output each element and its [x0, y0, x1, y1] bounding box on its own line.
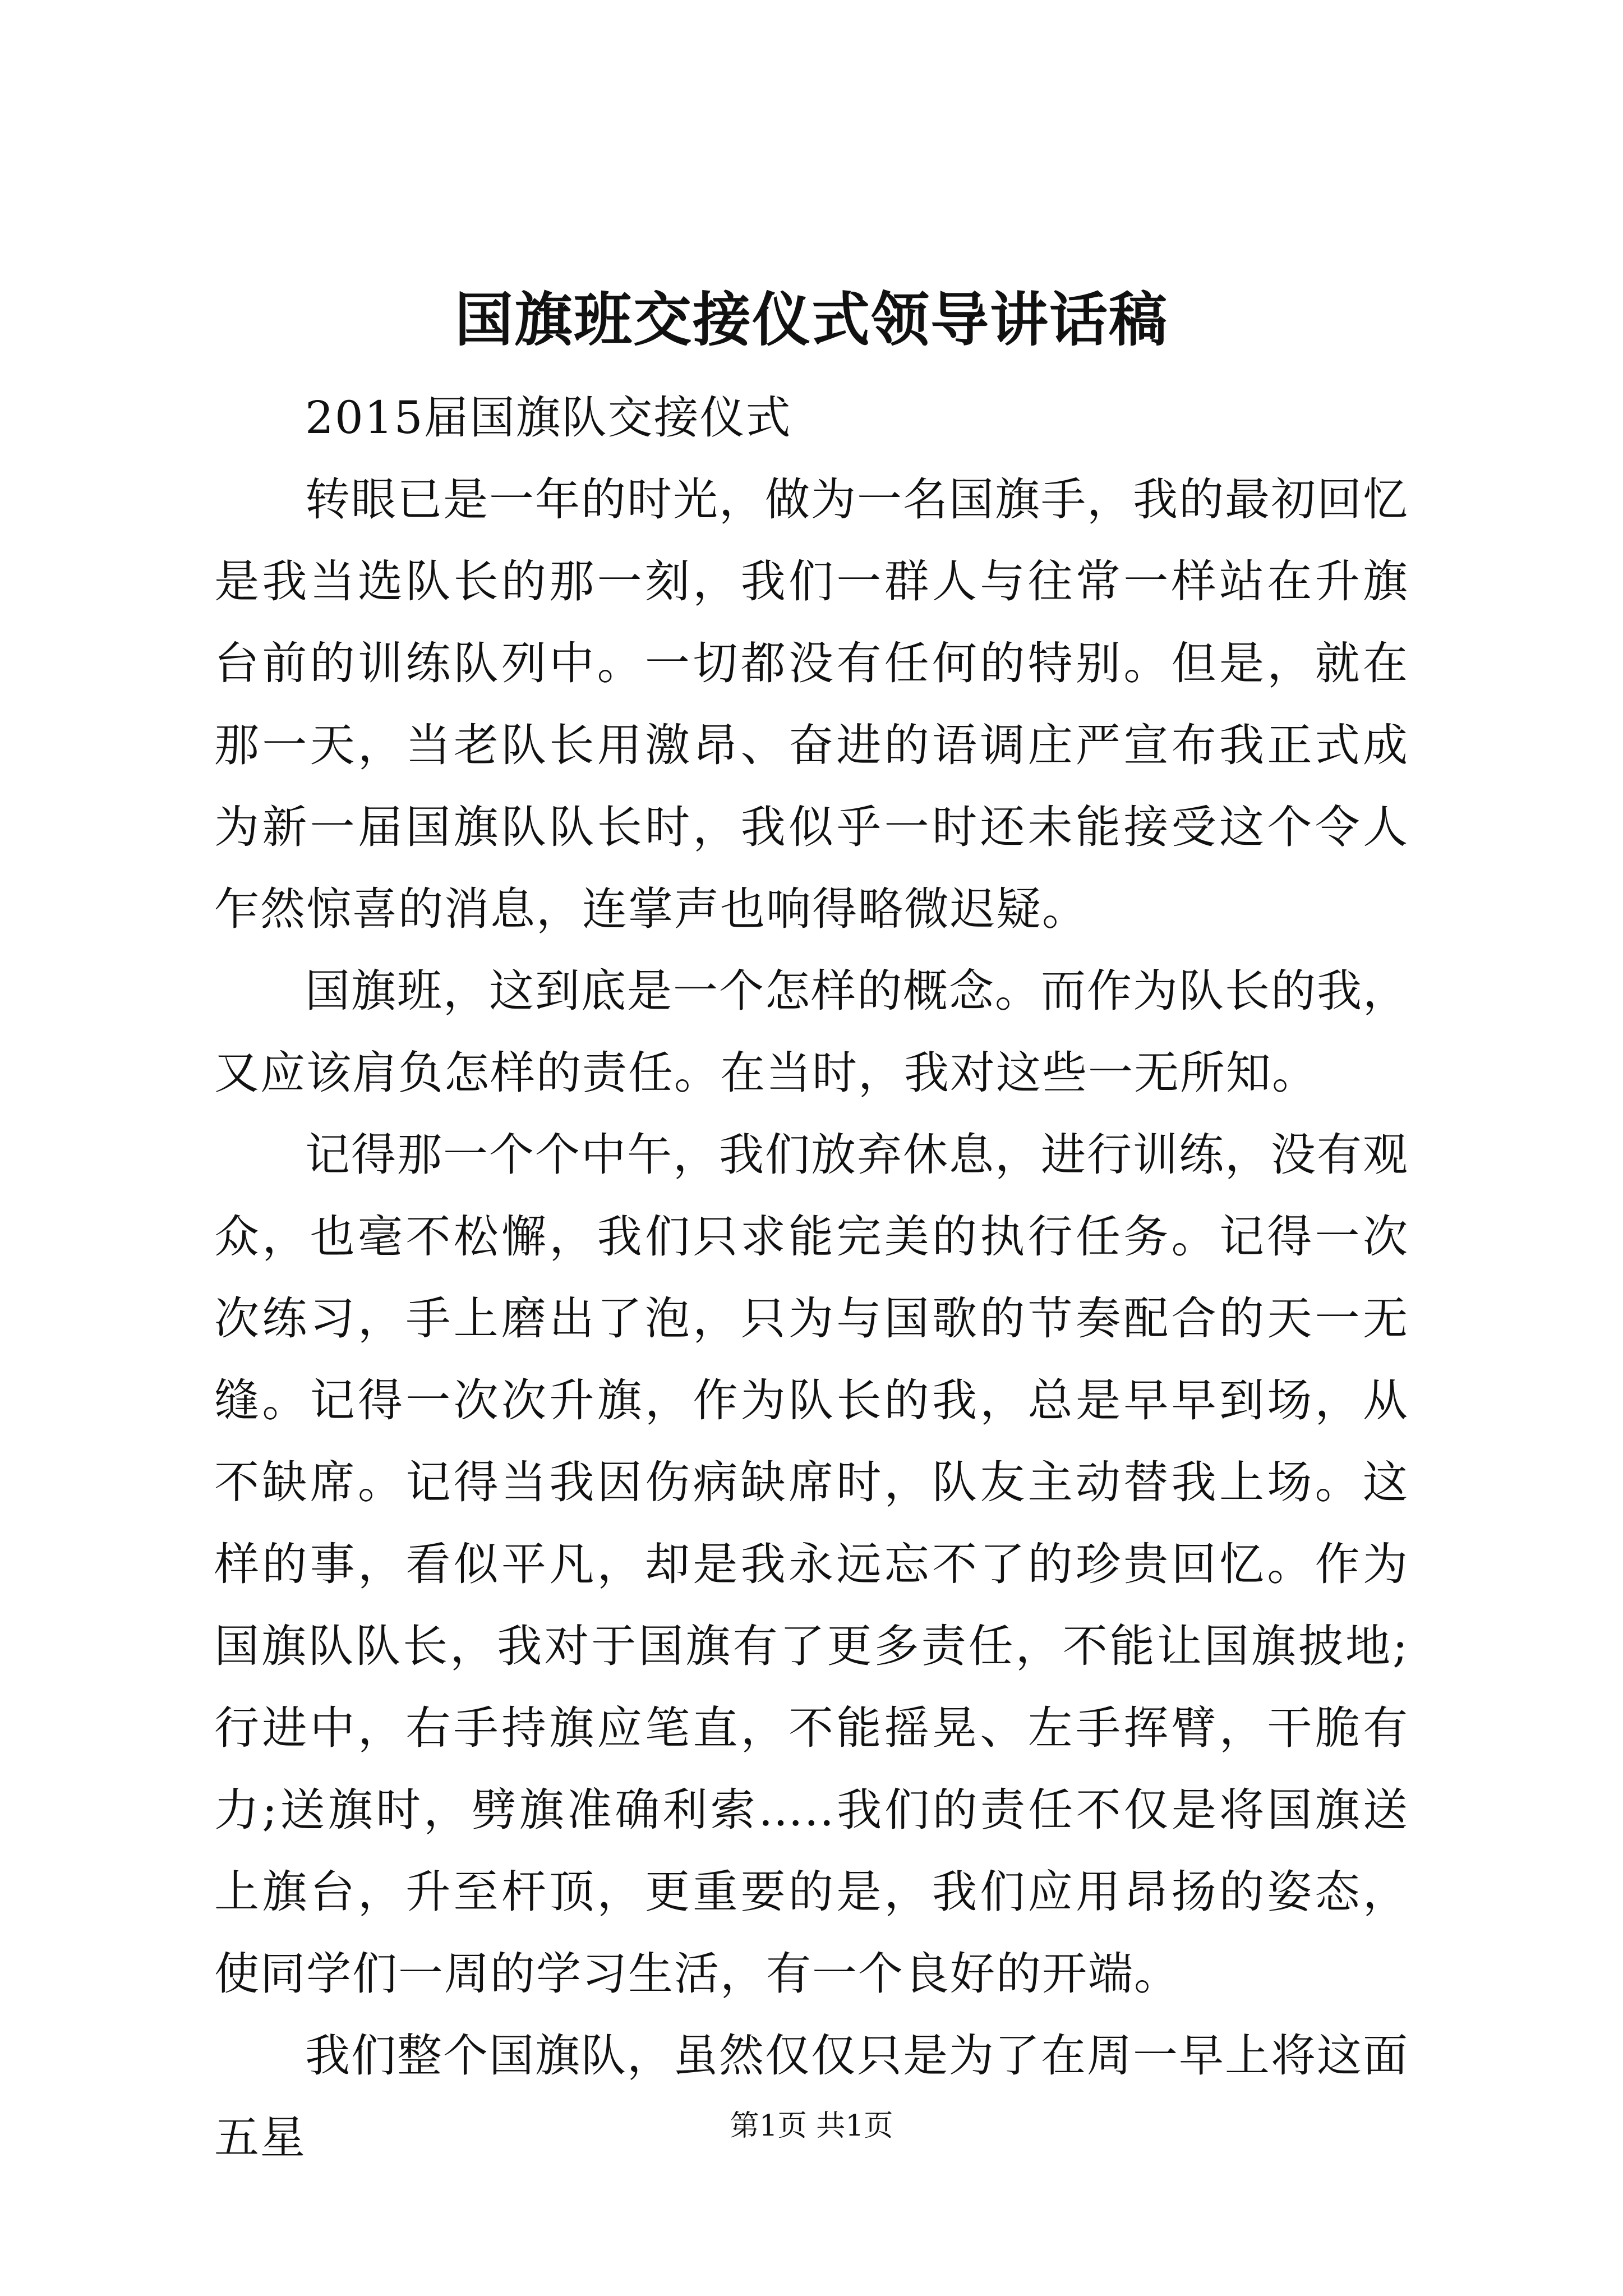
paragraph-2: 国旗班，这到底是一个怎样的概念。而作为队长的我，又应该肩负怎样的责任。在当时，我对这些一无所知。 — [214, 965, 1409, 1099]
document-body — [214, 377, 1409, 2179]
page-footer: 第1页 共1页 — [730, 2109, 893, 2143]
document-title: 国旗班交接仪式领导讲话稿 — [454, 285, 1168, 354]
paragraph-4: 我们整个国旗队，虽然仅仅只是为了在周一早上将这面五星 — [214, 2030, 1409, 2164]
paragraph-subtitle: 2015届国旗队交接仪式 — [305, 392, 792, 444]
paragraph-1: 转眼已是一年的时光，做为一名国旗手，我的最初回忆是我当选队长的那一刻，我们一群人与往常一样站在升旗台前的训练队列中。一切都没有任何的特别。但是，就在那一天，当老队长用激昂、奋进的语调庄严宣布我正式成为新一届国旗队队长时，我似乎一时还未能接受这个令人乍然惊喜的消息，连掌声也响得略微迟疑。 — [214, 473, 1409, 935]
paragraph-3: 记得那一个个中午，我们放弃休息，进行训练，没有观众，也毫不松懈，我们只求能完美的执行任务。记得一次次练习，手上磨出了泡，只为与国歌的节奏配合的天一无缝。记得一次次升旗，作为队长的我，总是早早到场，从不缺席。记得当我因伤病缺席时，队友主动替我上场。这样的事，看似平凡，却是我永远忘不了的珍贵回忆。作为国旗队队长，我对于国旗有了更多责任，不能让国旗披地;行进中，右手持旗应笔直，不能摇晃、左手挥臂，干脆有力;送旗时，劈旗准确利索…..我们的责任不仅是将国旗送上旗台，升至杆顶，更重要的是，我们应用昂扬的姿态，使同学们一周的学习生活，有一个良好的开端。 — [214, 1129, 1409, 2000]
